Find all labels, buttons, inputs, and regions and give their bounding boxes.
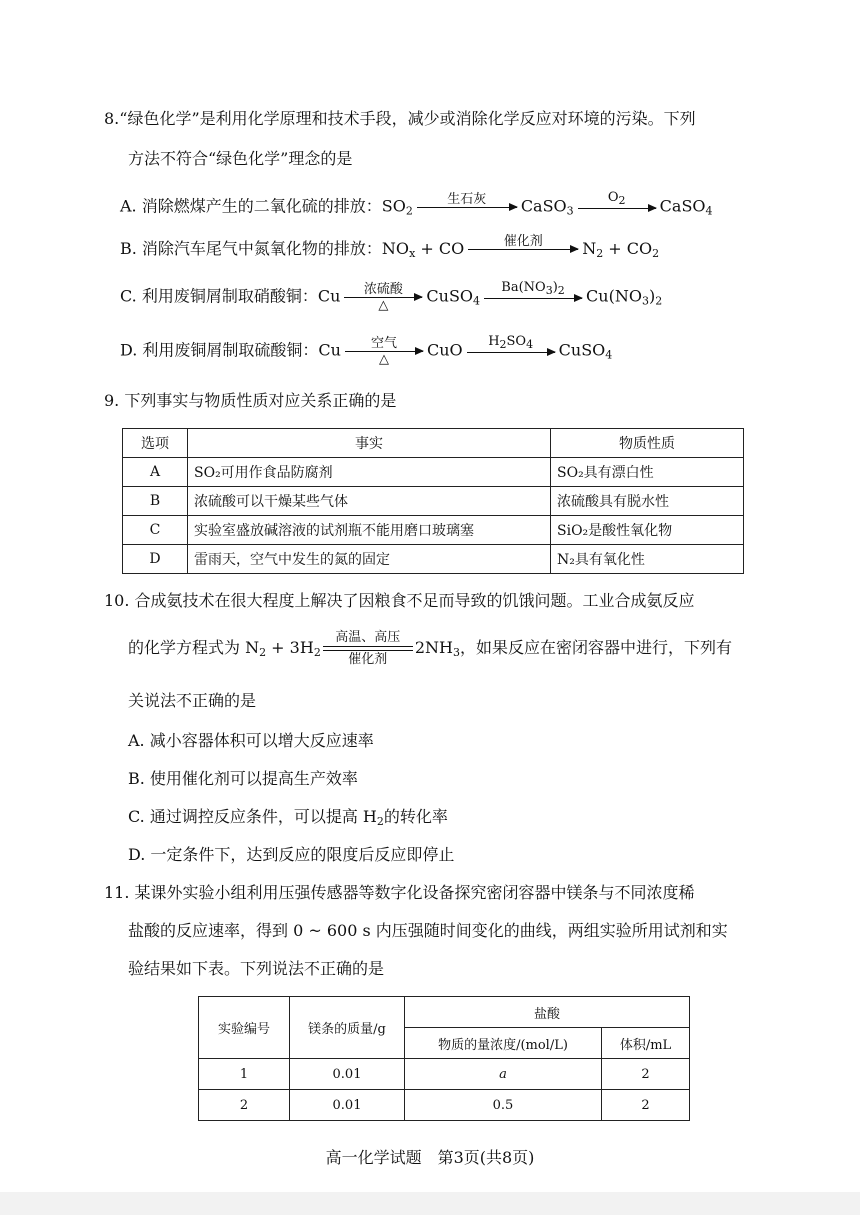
q10-eq-post: 2NH <box>414 638 453 657</box>
q8-b-arrow <box>468 234 578 265</box>
q8-d-sub: 4 <box>605 348 613 362</box>
q8-c-sub: 4 <box>473 294 481 308</box>
q8-d-arrow2-sub: 2 <box>499 338 507 351</box>
q10-option-c <box>128 806 448 833</box>
q10-equation-line <box>128 630 732 667</box>
q8-d-arrow1-cond: △ <box>378 351 389 367</box>
table-row <box>123 487 744 516</box>
q8-c-arrow2-label: Ba(NO <box>501 280 546 295</box>
q9-cell-option: A <box>123 458 188 487</box>
q8-c-end2: ) <box>648 286 656 306</box>
q8-stem-line2: 方法不符合“绿色化学”理念的是 <box>128 149 353 168</box>
q9-stem: 9. 下列事实与物质性质对应关系正确的是 <box>104 391 397 410</box>
q8-a-mid: CaSO <box>520 196 567 216</box>
q8-b-sub2: 2 <box>596 247 604 260</box>
q10-eq-sub2: 2 <box>313 646 321 659</box>
q11-stem-line2: 盐酸的反应速率，得到 0 ~ 600 s 内压强随时间变化的曲线，两组实验所用试剂和实 <box>128 921 728 940</box>
q10-eq-pre: 的化学方程式为 N <box>128 638 260 657</box>
q10-eq-top: 高温、高压 <box>335 630 401 645</box>
q10-stem-line1: 10. 合成氨技术在很大程度上解决了因粮食不足而导致的饥饿问题。工业合成氨反应 <box>104 591 695 610</box>
q8-b-p1: N <box>582 239 597 258</box>
q8-b-sub: x <box>409 247 416 260</box>
q11-header-vol: 体积/mL <box>602 1028 690 1059</box>
q9-cell-option: B <box>123 487 188 516</box>
q9-cell-fact: 浓硫酸可以干燥某些气体 <box>188 487 551 516</box>
q8-d-arrow2-label: H <box>488 334 500 349</box>
q11-cell-vol: 2 <box>602 1090 690 1121</box>
q10-eq-rest: ，如果反应在密闭容器中进行，下列有 <box>459 638 732 657</box>
q8-a-arrow1 <box>417 192 517 223</box>
q8-c-arrow2-end: ) <box>552 280 558 295</box>
q10-eq-reversible-arrow <box>323 630 413 667</box>
q9-header-option: 选项 <box>123 429 188 458</box>
scan-bottom-band <box>0 1192 860 1215</box>
q9-cell-property: SiO₂是酸性氧化物 <box>551 516 744 545</box>
q9-header-property: 物质性质 <box>551 429 744 458</box>
q8-d-end: CuSO <box>558 340 606 360</box>
table-row <box>123 545 744 574</box>
table-row <box>199 1059 690 1090</box>
q11-cell-no: 1 <box>199 1059 290 1090</box>
q10-eq-sub1: 2 <box>259 646 267 659</box>
q8-a-text: A. 消除燃煤产生的二氧化硫的排放：SO <box>120 196 406 216</box>
q8-stem-line1: 8.“绿色化学”是利用化学原理和技术手段，减少或消除化学反应对环境的污染。下列 <box>104 109 696 128</box>
q9-cell-property: 浓硫酸具有脱水性 <box>551 487 744 516</box>
q10-option-b: B. 使用催化剂可以提高生产效率 <box>128 769 358 788</box>
q10-option-a: A. 减小容器体积可以增大反应速率 <box>128 731 374 750</box>
q9-cell-property: SO₂具有漂白性 <box>551 458 744 487</box>
q10-option-d: D. 一定条件下，达到反应的限度后反应即停止 <box>128 845 455 864</box>
q11-header-mass: 镁条的质量/g <box>290 997 405 1059</box>
q11-cell-conc: 0.5 <box>405 1090 602 1121</box>
q11-cell-conc: a <box>405 1059 602 1090</box>
q8-d-arrow2 <box>467 334 555 368</box>
q11-cell-vol: 2 <box>602 1059 690 1090</box>
q8-b-p2: + CO <box>603 239 653 258</box>
q8-a-arrow2-label: O <box>607 190 619 205</box>
q8-c-arrow2-sub2: 2 <box>557 284 565 297</box>
q8-c-end: Cu(NO <box>586 286 642 306</box>
q10-stem-line3: 关说法不正确的是 <box>128 691 257 710</box>
q11-cell-mass: 0.01 <box>290 1059 405 1090</box>
q11-header-exp: 实验编号 <box>199 997 290 1059</box>
q8-a-arrow2-sub: 2 <box>618 194 626 207</box>
q8-b-sub3: 2 <box>652 247 660 260</box>
q11-header-hcl: 盐酸 <box>405 997 690 1028</box>
q8-a-end: CaSO <box>659 196 706 216</box>
q10-c-pre: C. 通过调控反应条件，可以提高 H <box>128 807 377 826</box>
q8-a-arrow1-label: 生石灰 <box>447 191 487 207</box>
q11-stem-line3: 验结果如下表。下列说法不正确的是 <box>128 959 385 978</box>
q9-cell-fact: SO₂可用作食品防腐剂 <box>188 458 551 487</box>
q10-eq-mid: + 3H <box>266 638 314 657</box>
q8-a-sub2: 3 <box>566 204 574 218</box>
page-footer: 高一化学试题 第3页(共8页) <box>325 1148 535 1167</box>
q9-header-fact: 事实 <box>188 429 551 458</box>
q8-d-arrow2-end: SO <box>506 334 527 349</box>
q8-option-d <box>120 334 612 368</box>
q8-c-mid: CuSO <box>426 286 474 306</box>
q8-b-plus: + CO <box>415 239 465 258</box>
q8-b-arrow-label: 催化剂 <box>503 234 543 249</box>
q8-c-sub2: 3 <box>641 294 649 308</box>
q8-option-a <box>120 190 713 224</box>
q10-eq-bottom: 催化剂 <box>348 652 388 667</box>
q10-c-post: 的转化率 <box>383 807 448 826</box>
q9-cell-fact: 实验室盛放碱溶液的试剂瓶不能用磨口玻璃塞 <box>188 516 551 545</box>
q11-cell-no: 2 <box>199 1090 290 1121</box>
q8-d-arrow1 <box>345 336 423 367</box>
q8-d-arrow1-label: 空气 <box>370 335 397 351</box>
table-row <box>199 997 690 1028</box>
q10-eq-sub3: 3 <box>452 646 460 659</box>
q11-header-conc: 物质的量浓度/(mol/L) <box>405 1028 602 1059</box>
q8-d-mid: CuO <box>426 340 463 360</box>
q8-c-sub3: 2 <box>655 294 663 308</box>
q11-stem-line1: 11. 某课外实验小组利用压强传感器等数字化设备探究密闭容器中镁条与不同浓度稀 <box>104 883 695 902</box>
q9-cell-fact: 雷雨天，空气中发生的氮的固定 <box>188 545 551 574</box>
q8-c-text: C. 利用废铜屑制取硝酸铜：Cu <box>120 286 341 306</box>
q9-cell-option: D <box>123 545 188 574</box>
q8-c-arrow2 <box>484 280 582 314</box>
q8-c-arrow1-cond: △ <box>378 297 389 313</box>
table-row <box>123 429 744 458</box>
q9-cell-option: C <box>123 516 188 545</box>
q8-d-arrow2-sub2: 4 <box>526 338 534 351</box>
table-row <box>123 516 744 545</box>
q8-option-b <box>120 234 659 265</box>
q8-a-sub: 2 <box>405 204 413 218</box>
q9-table <box>122 428 744 574</box>
q8-a-sub3: 4 <box>705 204 713 218</box>
q8-b-text: B. 消除汽车尾气中氮氧化物的排放：NO <box>120 239 410 258</box>
q8-a-arrow2 <box>578 190 656 224</box>
q8-c-arrow1-label: 浓硫酸 <box>363 281 403 297</box>
q8-c-arrow1 <box>344 282 422 313</box>
table-row <box>199 1090 690 1121</box>
q9-cell-property: N₂具有氧化性 <box>551 545 744 574</box>
q8-d-text: D. 利用废铜屑制取硫酸铜：Cu <box>120 340 341 360</box>
q11-cell-mass: 0.01 <box>290 1090 405 1121</box>
q8-c-arrow2-sub: 3 <box>545 284 553 297</box>
table-row <box>123 458 744 487</box>
q8-option-c <box>120 280 662 314</box>
q10-c-sub: 2 <box>376 815 384 828</box>
q11-table <box>198 996 690 1121</box>
